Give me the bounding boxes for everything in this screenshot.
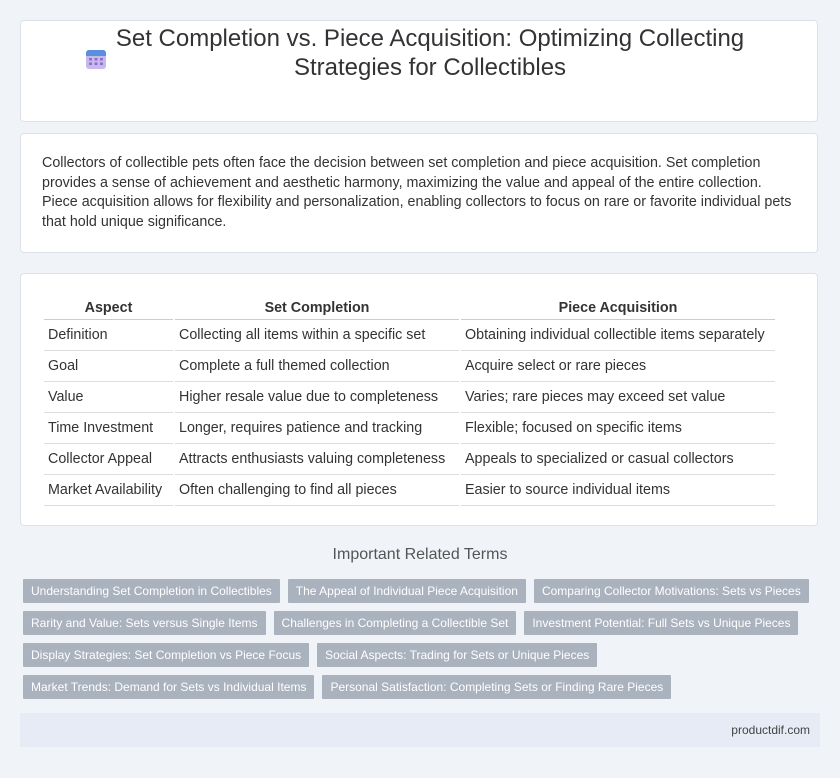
related-term-tag[interactable]: Investment Potential: Full Sets vs Unique Pieces: [524, 611, 798, 635]
cell-set: Collecting all items within a specific set: [175, 320, 459, 351]
header-aspect: Aspect: [44, 296, 173, 320]
cell-set: Often challenging to find all pieces: [175, 475, 459, 506]
cell-set: Attracts enthusiasts valuing completeness: [175, 444, 459, 475]
table-row: [44, 351, 775, 382]
header-piece-acquisition: Piece Acquisition: [461, 296, 775, 320]
header-set-completion: Set Completion: [175, 296, 459, 320]
table-row: [44, 382, 775, 413]
related-terms-heading: Important Related Terms: [332, 546, 508, 563]
cell-set: Longer, requires patience and tracking: [175, 413, 459, 444]
table-row: [44, 475, 775, 506]
intro-card: [20, 133, 818, 253]
table-row: [44, 320, 775, 351]
intro-paragraph: Collectors of collectible pets often face the decision between set completion and piece acquisition. Set completion provides a sense of achievement and aesthetic harmony, maximizing the value and appeal of the entire collection. Piece acquisition allows for flexibility and personalization, enabling collectors to focus on rare or favorite individual pets that hold unique significance.: [42, 155, 792, 230]
cell-set: Higher resale value due to completeness: [175, 382, 459, 413]
related-term-tag[interactable]: Comparing Collector Motivations: Sets vs Pieces: [534, 579, 809, 603]
table-header-row: [44, 296, 775, 320]
cell-piece: Obtaining individual collectible items separately: [461, 320, 775, 351]
table-row: [44, 413, 775, 444]
related-term-tag[interactable]: Social Aspects: Trading for Sets or Unique Pieces: [317, 643, 597, 667]
comparison-card: [20, 273, 818, 526]
cell-set: Complete a full themed collection: [175, 351, 459, 382]
related-term-tag[interactable]: Display Strategies: Set Completion vs Piece Focus: [23, 643, 309, 667]
page-title: Set Completion vs. Piece Acquisition: Optimizing Collecting Strategies for Collectibles: [115, 25, 745, 81]
related-terms-list: [23, 579, 823, 707]
cell-aspect: Time Investment: [44, 413, 173, 444]
cell-aspect: Definition: [44, 320, 173, 351]
table-row: [44, 444, 775, 475]
related-term-tag[interactable]: Market Trends: Demand for Sets vs Individual Items: [23, 675, 314, 699]
footer: [20, 713, 820, 747]
cell-aspect: Market Availability: [44, 475, 173, 506]
related-term-tag[interactable]: Challenges in Completing a Collectible Set: [274, 611, 517, 635]
cell-piece: Easier to source individual items: [461, 475, 775, 506]
cell-aspect: Goal: [44, 351, 173, 382]
tag-row: [23, 675, 823, 699]
cell-aspect: Collector Appeal: [44, 444, 173, 475]
related-term-tag[interactable]: Rarity and Value: Sets versus Single Items: [23, 611, 266, 635]
comparison-table: [42, 296, 777, 506]
related-term-tag[interactable]: The Appeal of Individual Piece Acquisition: [288, 579, 526, 603]
cell-piece: Flexible; focused on specific items: [461, 413, 775, 444]
tag-row: [23, 643, 823, 667]
cell-piece: Acquire select or rare pieces: [461, 351, 775, 382]
cell-aspect: Value: [44, 382, 173, 413]
related-term-tag[interactable]: Understanding Set Completion in Collectibles: [23, 579, 280, 603]
tag-row: [23, 611, 823, 635]
related-term-tag[interactable]: Personal Satisfaction: Completing Sets or Finding Rare Pieces: [322, 675, 671, 699]
cell-piece: Appeals to specialized or casual collectors: [461, 444, 775, 475]
site-link[interactable]: productdif.com: [731, 723, 810, 737]
cell-piece: Varies; rare pieces may exceed set value: [461, 382, 775, 413]
tag-row: [23, 579, 823, 603]
